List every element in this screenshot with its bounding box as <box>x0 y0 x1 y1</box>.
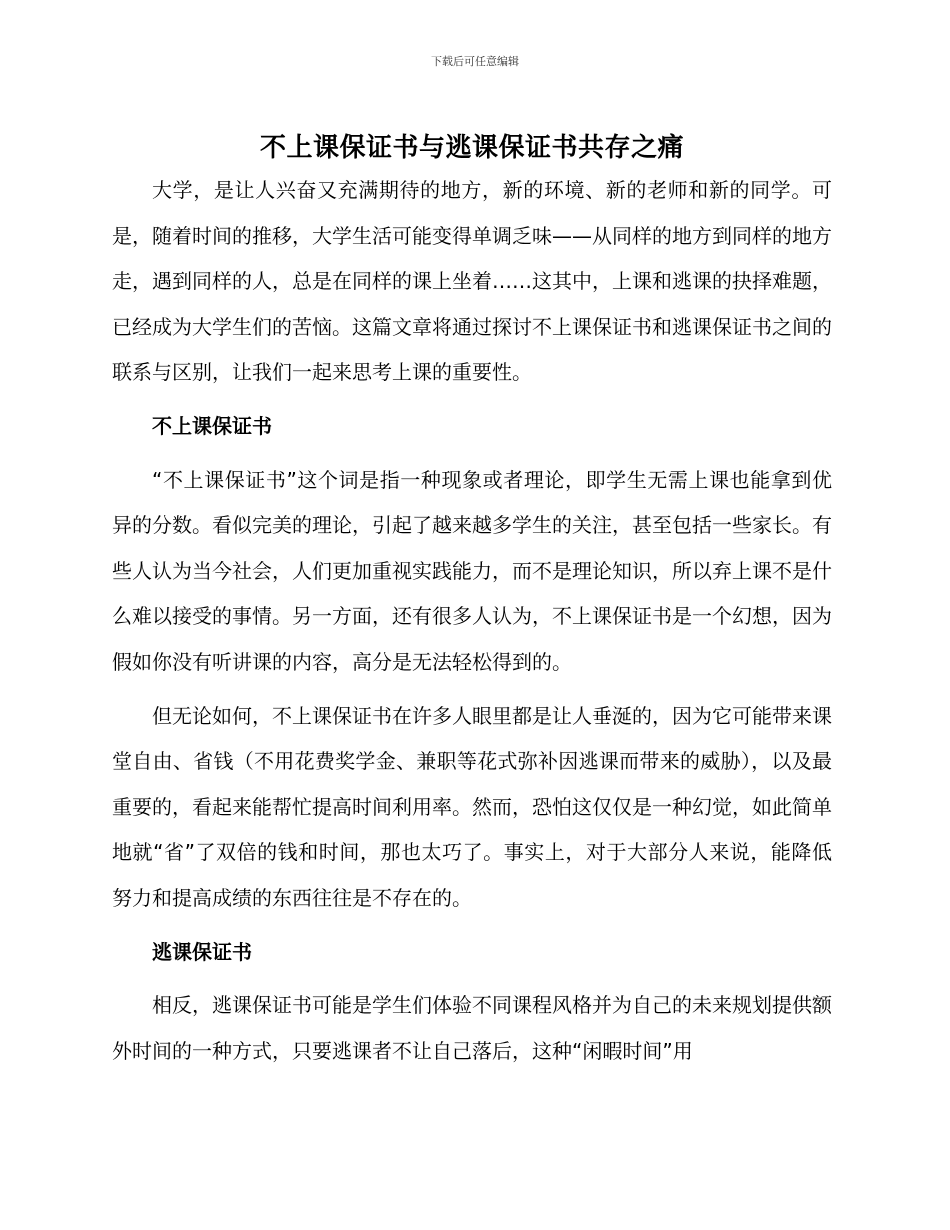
section-heading-skip-class: 逃课保证书 <box>152 939 252 964</box>
document-title: 不上课保证书与逃课保证书共存之痛 <box>259 133 684 163</box>
page-header-note: 下载后可任意编辑 <box>431 55 519 68</box>
section-heading-no-class: 不上课保证书 <box>152 413 272 438</box>
intro-paragraph: 大学，是让人兴奋又充满期待的地方，新的环境、新的老师和新的同学。可是，随着时间的推移，大学生活可能变得单调乏味——从同样的地方到同样的地方走，遇到同样的人，总是在同样的课上坐着……这其中，上课和逃课的抉择难题，已经成为大学生们的苦恼。这篇文章将通过探讨不上课保证书和逃课保证书之间的联系与区别，让我们一起来思考上课的重要性。 <box>112 178 832 385</box>
section-paragraph: “不上课保证书”这个词是指一种现象或者理论，即学生无需上课也能拿到优异的分数。看似完美的理论，引起了越来越多学生的关注，甚至包括一些家长。有些人认为当今社会，人们更加重视实践能力，而不是理论知识，所以弃上课不是什么难以接受的事情。另一方面，还有很多人认为，不上课保证书是一个幻想，因为假如你没有听讲课的内容，高分是无法轻松得到的。 <box>112 467 832 674</box>
document-body <box>112 128 832 1074</box>
section-paragraph: 但无论如何，不上课保证书在许多人眼里都是让人垂涎的，因为它可能带来课堂自由、省钱（不用花费奖学金、兼职等花式弥补因逃课而带来的威胁），以及最重要的，看起来能帮忙提高时间利用率。然而，恐怕这仅仅是一种幻觉，如此简单地就“省”了双倍的钱和时间，那也太巧了。事实上，对于大部分人来说，能降低努力和提高成绩的东西往往是不存在的。 <box>112 703 832 910</box>
section-paragraph: 相反，逃课保证书可能是学生们体验不同课程风格并为自己的未来规划提供额外时间的一种方式，只要逃课者不让自己落后，这种“闲暇时间”用 <box>112 993 832 1063</box>
